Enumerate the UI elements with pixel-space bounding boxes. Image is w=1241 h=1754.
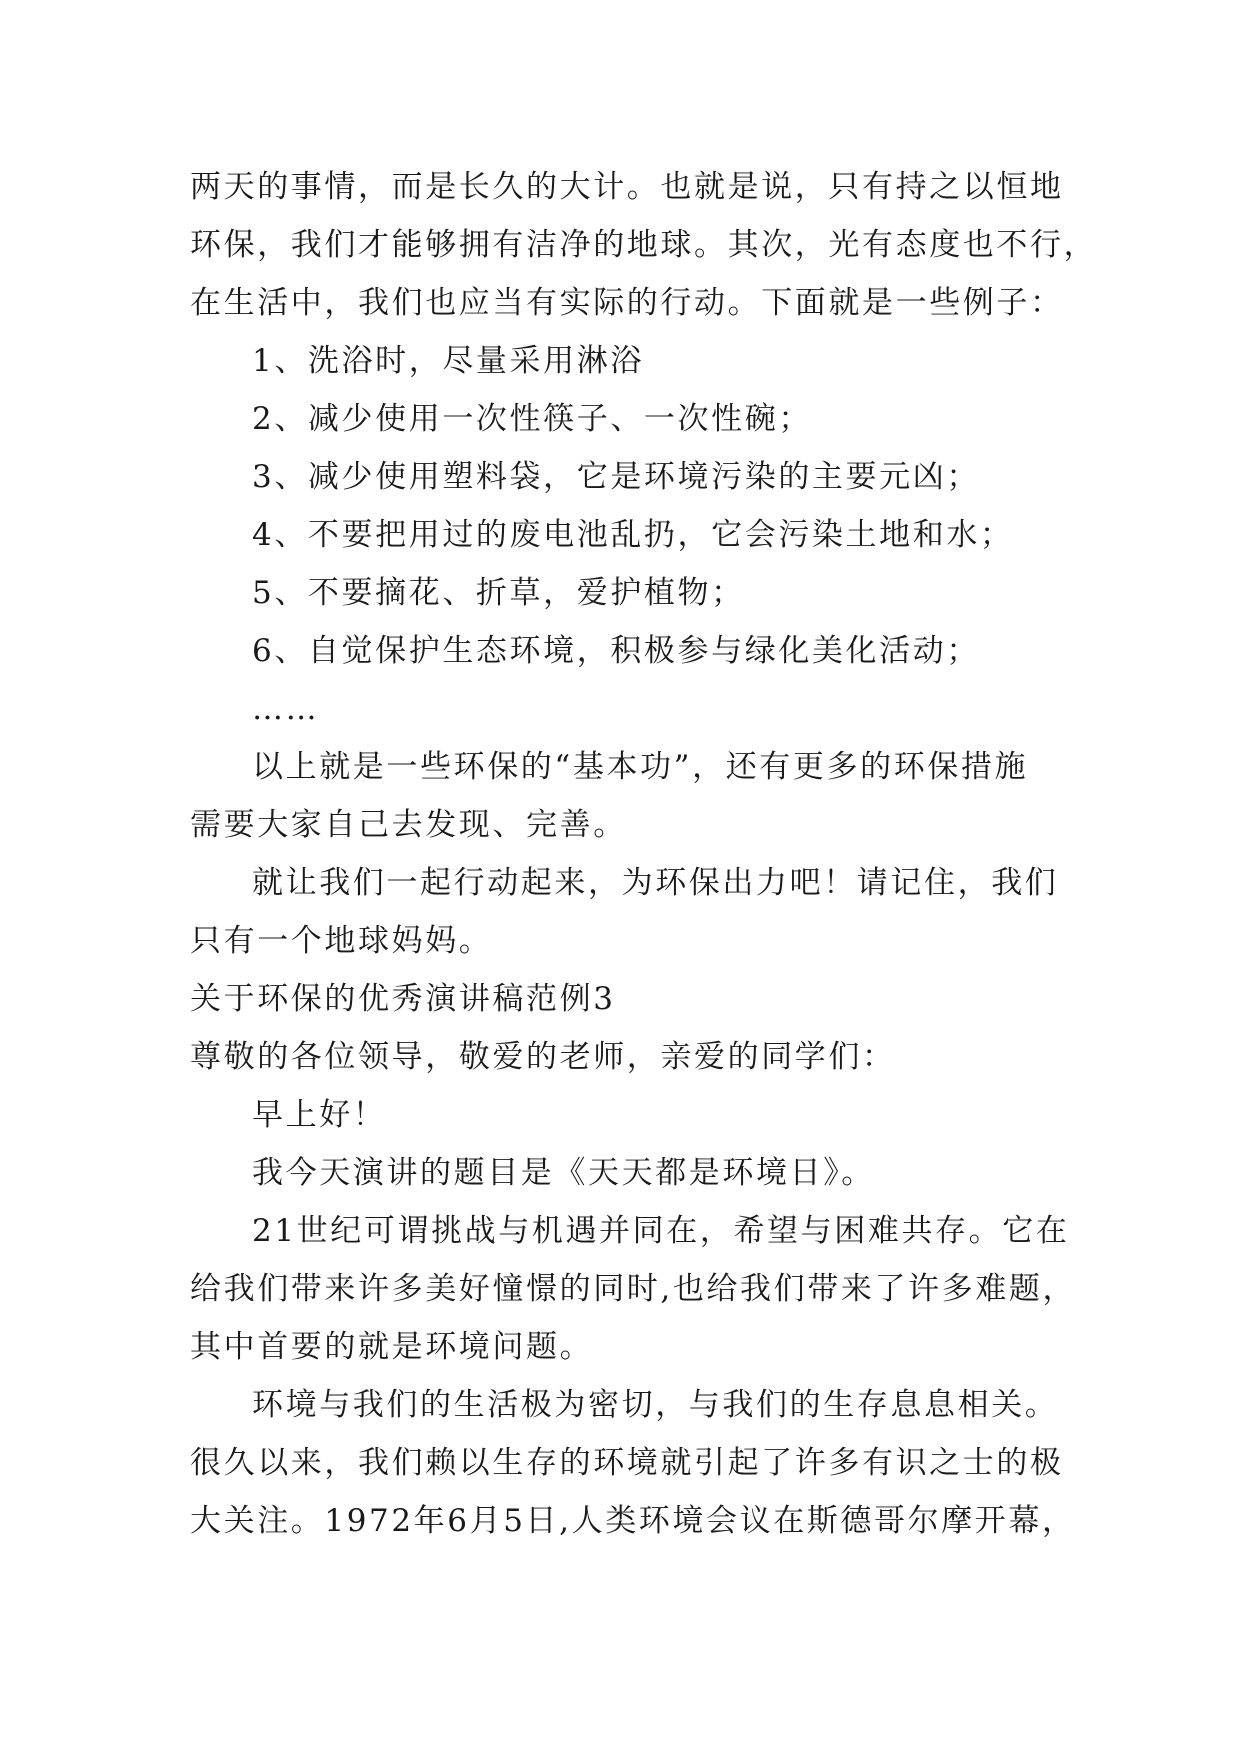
list-item: 2、减少使用一次性筷子、一次性碗；	[252, 401, 812, 437]
salutation: 尊敬的各位领导，敬爱的老师，亲爱的同学们：	[190, 1039, 896, 1075]
paragraph-line: 两天的事情，而是长久的大计。也就是说，只有持之以恒地	[190, 169, 1064, 205]
list-item: 5、不要摘花、折草，爱护植物；	[252, 575, 745, 611]
paragraph-line: 在生活中，我们也应当有实际的行动。下面就是一些例子：	[190, 285, 1064, 321]
paragraph-line: 以上就是一些环保的“基本功”，还有更多的环保措施	[252, 749, 1029, 785]
list-item: 4、不要把用过的废电池乱扔，它会污染土地和水；	[252, 517, 1014, 553]
paragraph-line: 环境与我们的生活极为密切，与我们的生存息息相关。	[252, 1387, 1059, 1423]
list-item: 1、洗浴时，尽量采用淋浴	[252, 343, 644, 379]
paragraph-line: 只有一个地球妈妈。	[190, 923, 493, 959]
paragraph-line: 大关注。1972年6月5日,人类环境会议在斯德哥尔摩开幕，	[190, 1503, 1076, 1539]
paragraph-line: 就让我们一起行动起来，为环保出力吧！请记住，我们	[252, 865, 1059, 901]
paragraph-line: 其中首要的就是环境问题。	[190, 1329, 594, 1365]
greeting: 早上好！	[252, 1097, 387, 1133]
paragraph-line: 很久以来，我们赖以生存的环境就引起了许多有识之士的极	[190, 1445, 1064, 1481]
paragraph-line: 给我们带来许多美好憧憬的同时,也给我们带来了许多难题，	[190, 1271, 1077, 1307]
paragraph-line: 需要大家自己去发现、完善。	[190, 807, 627, 843]
paragraph-line: 环保，我们才能够拥有洁净的地球。其次，光有态度也不行，	[190, 227, 1098, 263]
document-body	[190, 164, 1098, 1556]
paragraph-line: 我今天演讲的题目是《天天都是环境日》。	[252, 1155, 875, 1191]
list-item: 3、减少使用塑料袋，它是环境污染的主要元凶；	[252, 459, 980, 495]
list-item: 6、自觉保护生态环境，积极参与绿化美化活动；	[252, 633, 980, 669]
ellipsis-line: ……	[252, 691, 320, 727]
section-heading: 关于环保的优秀演讲稿范例3	[190, 981, 616, 1017]
paragraph-line: 21世纪可谓挑战与机遇并同在，希望与困难共存。它在	[252, 1213, 1070, 1249]
